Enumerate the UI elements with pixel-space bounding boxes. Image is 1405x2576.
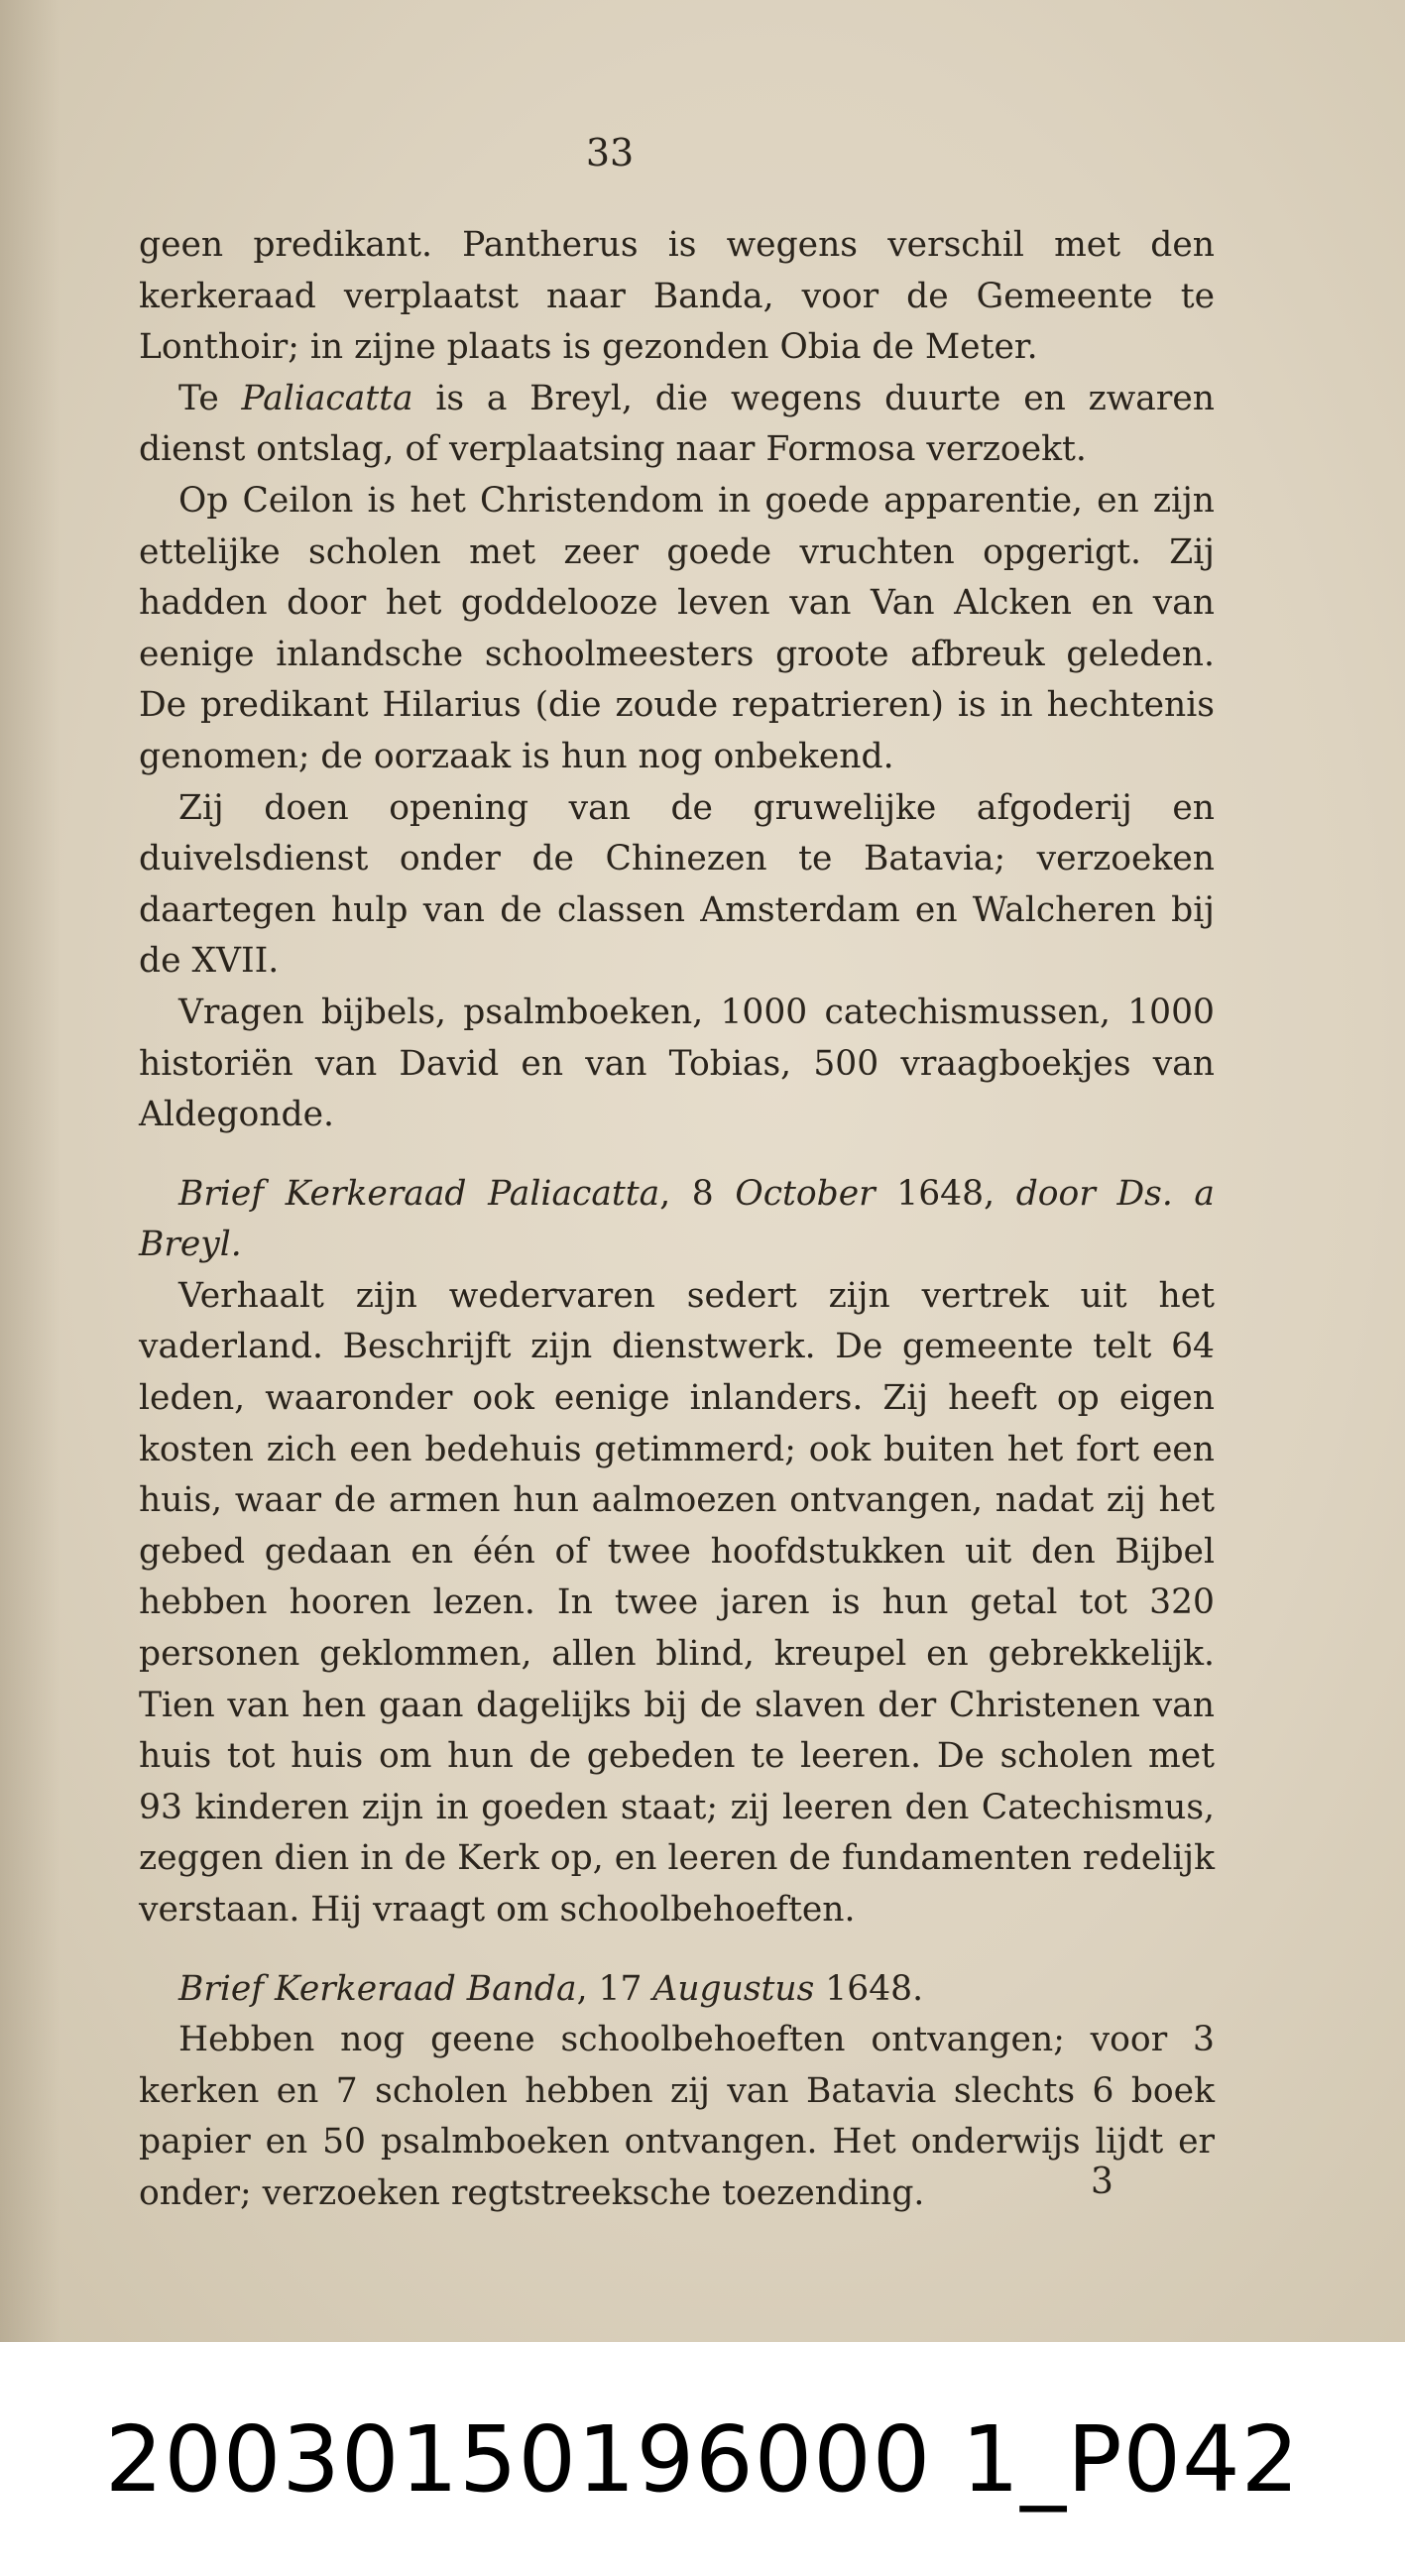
heading-1-part-a: Brief Kerkeraad Paliacatta bbox=[178, 1173, 660, 1214]
page-number: 33 bbox=[585, 131, 635, 175]
page-shadow bbox=[0, 0, 59, 2342]
heading-1-part-d: 1648, bbox=[875, 1173, 1016, 1214]
page-body bbox=[139, 220, 1215, 2220]
archive-identifier: 20030150196000 1_P042 bbox=[104, 2405, 1301, 2513]
heading-2-part-d: 1648. bbox=[814, 1968, 924, 2009]
paragraph-paliacatta-letter: Verhaalt zijn wedervaren sedert zijn vertrek uit het vaderland. Beschrijft zijn dienstwerk. De gemeente telt 64 leden, waaronder ook eenige inlanders. Zij heeft op eigen kosten zich een bedehuis getimmerd; ook buiten het fort een huis, waar de armen hun aalmoezen ontvangen, nadat zij het gebed gedaan en één of twee hoofdstukken uit den Bijbel hebben hooren lezen. In twee jaren is hun getal tot 320 personen geklommen, allen blind, kreupel en gebrekkelijk. Tien van hen gaan dagelijks bij de slaven der Christenen van huis tot huis om hun de gebeden te leeren. De scholen met 93 kinderen zijn in goeden staat; zij leeren den Catechismus, zeggen dien in de Kerk op, en leeren de fundamenten redelijk verstaan. Hij vraagt om schoolbehoeften. bbox=[139, 1275, 1215, 1930]
paragraph-ceilon: Op Ceilon is het Christendom in goede apparentie, en zijn ettelijke scholen met zeer goede vruchten opgerigt. Zij hadden door het goddelooze leven van Van Alcken en van eenige inlandsche schoolmeesters groote afbreuk geleden. De predikant Hilarius (die zoude repatrieren) is in hechtenis genomen; de oorzaak is hun nog onbekend. bbox=[139, 480, 1215, 776]
heading-paliacatta-letter bbox=[139, 1169, 1215, 1271]
heading-1-part-b: , 8 bbox=[659, 1173, 736, 1214]
paliacatta-place: Paliacatta bbox=[241, 378, 413, 418]
paragraph-paliacatta bbox=[139, 374, 1215, 476]
paragraph-batavia: Zij doen opening van de gruwelijke afgoderij en duivelsdienst onder de Chinezen te Batavia; verzoeken daartegen hulp van de classen Amsterdam en Walcheren bij de XVII. bbox=[139, 787, 1215, 982]
paliacatta-prefix: Te bbox=[178, 378, 242, 418]
heading-2-part-c: Augustus bbox=[652, 1968, 815, 2009]
heading-banda-letter bbox=[139, 1964, 1215, 2016]
paliacatta-rest: is a Breyl, die wegens duurte en zwaren dienst ontslag, of verplaatsing naar Formosa verzoekt. bbox=[139, 378, 1215, 470]
heading-1-part-c: October bbox=[735, 1173, 876, 1214]
signature-mark: 3 bbox=[1091, 2162, 1113, 2202]
heading-2-part-b: , 17 bbox=[576, 1968, 653, 2009]
heading-1-part-e: door Ds. a Breyl. bbox=[139, 1173, 1216, 1265]
paragraph-1: geen predikant. Pantherus is wegens verschil met den kerkeraad verplaatst naar Banda, voor de Gemeente te Lonthoir; in zijne plaats is gezonden Obia de Meter. bbox=[139, 225, 1215, 368]
paragraph-requests: Vragen bijbels, psalmboeken, 1000 catechismussen, 1000 historiën van David en van Tobias, 500 vraagboekjes van Aldegonde. bbox=[139, 992, 1215, 1135]
heading-2-part-a: Brief Kerkeraad Banda bbox=[178, 1968, 577, 2009]
paragraph-banda-letter: Hebben nog geene schoolbehoeften ontvangen; voor 3 kerken en 7 scholen hebben zij van Batavia slechts 6 boek papier en 50 psalmboeken ontvangen. Het onderwijs lijdt er onder; verzoeken regtstreeksche toezending. bbox=[139, 2020, 1215, 2213]
